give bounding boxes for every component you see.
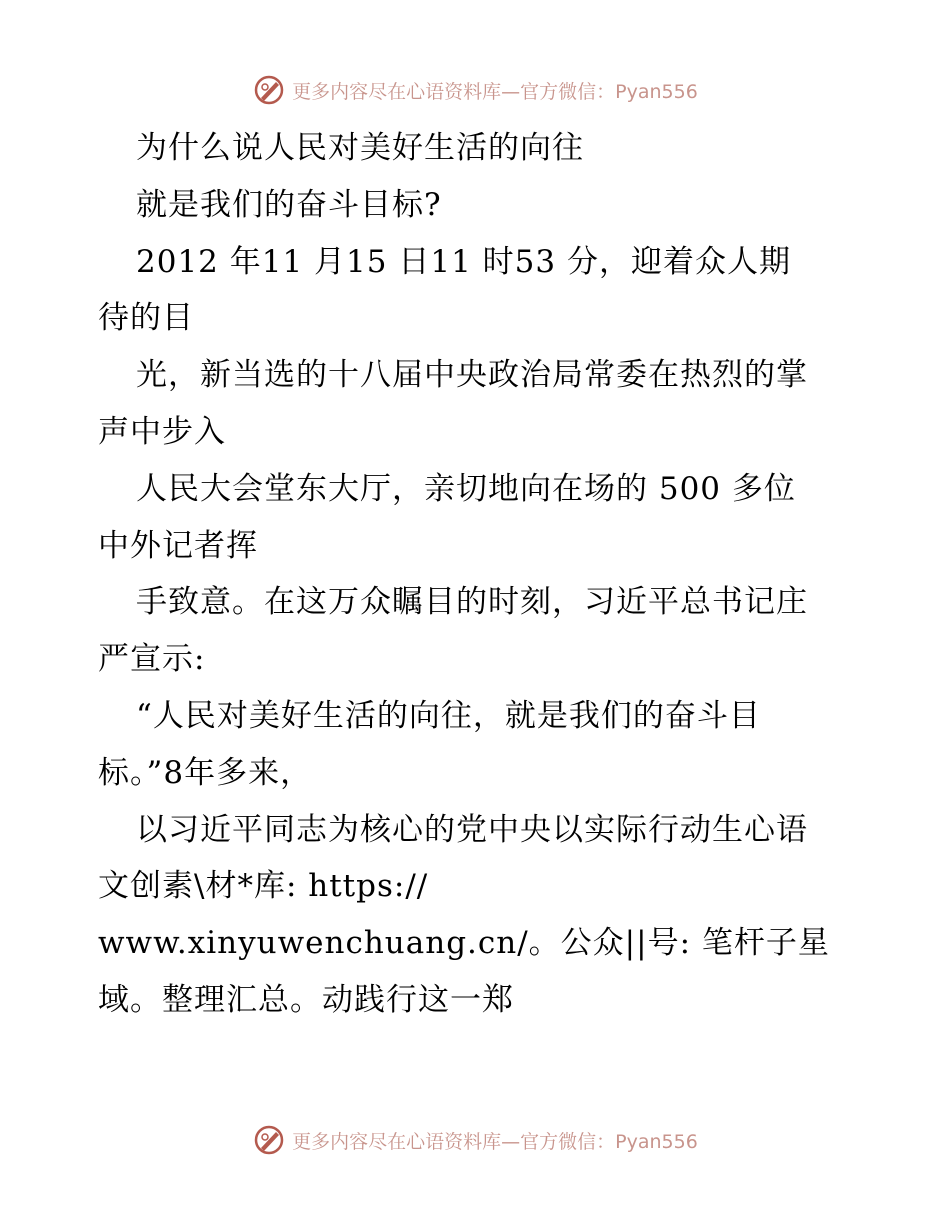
text-line: www.xinyuwenchuang.cn/。公众||号: 笔杆子星 — [98, 925, 830, 962]
text-line: 域。整理汇总。动践行这一郑 — [98, 981, 514, 1018]
header-banner — [0, 70, 950, 110]
text-line: 文创素\材*库: https:// — [98, 868, 429, 905]
text-line: 光，新当选的十八届中央政治局常委在热烈的掌 — [136, 357, 808, 394]
pen-logo-icon — [252, 1123, 286, 1157]
footer-banner-text: 更多内容尽在心语资料库—官方微信：Pyan556 — [292, 1130, 698, 1153]
text-line: 人民大会堂东大厅，亲切地向在场的 500 多位 — [136, 470, 796, 507]
text-line: 以习近平同志为核心的党中央以实际行动生心语 — [136, 811, 808, 848]
text-line: 为什么说人民对美好生活的向往 — [136, 130, 584, 166]
text-line: 标。”8年多来， — [98, 754, 313, 791]
document-body — [98, 120, 858, 1029]
header-banner-text: 更多内容尽在心语资料库—官方微信：Pyan556 — [292, 80, 698, 103]
text-line: 严宣示: — [98, 641, 206, 678]
text-line: 中外记者挥 — [98, 527, 258, 564]
text-line: 2012 年11 月15 日11 时53 分，迎着众人期 — [136, 243, 791, 280]
text-line: 声中步入 — [98, 413, 226, 450]
pen-logo-icon — [252, 73, 286, 107]
text-line: 待的目 — [98, 300, 194, 337]
footer-banner — [0, 1120, 950, 1160]
text-line: 就是我们的奋斗目标? — [136, 186, 442, 223]
text-line: “人民对美好生活的向往，就是我们的奋斗目 — [136, 697, 761, 734]
text-line: 手致意。在这万众瞩目的时刻，习近平总书记庄 — [136, 584, 808, 621]
